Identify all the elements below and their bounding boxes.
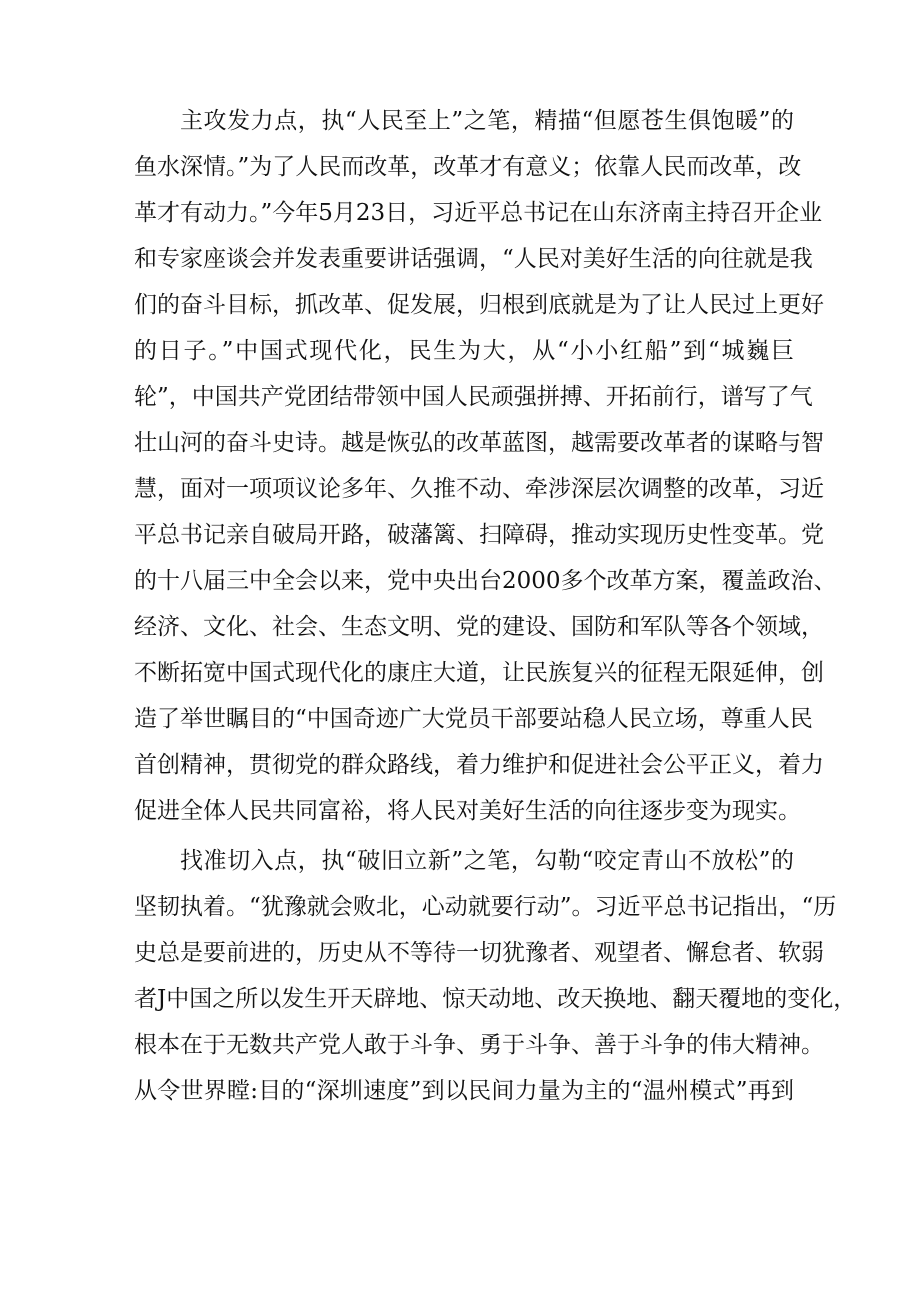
text-line: 者J中国之所以发生开天辟地、惊天动地、改天换地、翻天覆地的变化， bbox=[134, 986, 857, 1012]
text-line: 的十八届三中全会以来，党中央出台2000多个改革方案，覆盖政治、 bbox=[134, 568, 837, 594]
text-line: 平总书记亲自破局开路，破藩篱、扫障碍，推动实现历史性变革。党 bbox=[134, 522, 824, 548]
text-line: 主攻发力点，执“人民至上”之笔，精描“但愿苍生俱饱暖”的 bbox=[180, 108, 794, 134]
text-line: 首创精神，贯彻党的群众路线，着力维护和促进社会公平正义，着力 bbox=[134, 752, 824, 778]
text-line: 壮山河的奋斗史诗。越是恢弘的改革蓝图，越需要改革者的谋略与智 bbox=[134, 430, 824, 456]
text-line: 和专家座谈会并发表重要讲话强调，“人民对美好生活的向往就是我 bbox=[134, 246, 813, 272]
text-line: 的日子。”中国式现代化，民生为大，从“小小红船”到“城巍巨 bbox=[134, 338, 794, 364]
text-line: 鱼水深情。”为了人民而改革，改革才有意义；依靠人民而改革，改 bbox=[134, 154, 802, 180]
text-line: 从令世界瞠:目的“深圳速度”到以民间力量为主的“温州模式”再到 bbox=[134, 1078, 794, 1104]
text-line: 不断拓宽中国式现代化的康庄大道，让民族复兴的征程无限延伸，创 bbox=[134, 660, 824, 686]
text-line: 革才有动力。”今年5月23日，习近平总书记在山东济南主持召开企业 bbox=[134, 200, 823, 226]
text-line: 找准切入点，执“破旧立新”之笔，勾勒“咬定青山不放松”的 bbox=[180, 848, 794, 874]
text-line: 们的奋斗目标，抓改革、促发展，归根到底就是为了让人民过上更好 bbox=[134, 292, 824, 318]
text-line: 史总是要前进的，历史从不等待一切犹豫者、观望者、懈怠者、软弱 bbox=[134, 940, 824, 966]
paragraph-2 bbox=[134, 838, 857, 1114]
text-line: 促进全体人民共同富裕，将人民对美好生活的向往逐步变为现实。 bbox=[134, 798, 801, 824]
text-line: 经济、文化、社会、生态文明、党的建设、国防和军队等各个领域， bbox=[134, 614, 824, 640]
text-line: 坚韧执着。“犹豫就会败北，心动就要行动”。习近平总书记指出，“历 bbox=[134, 894, 837, 920]
text-line: 造了举世瞩目的“中国奇迹广大党员干部要站稳人民立场，尊重人民 bbox=[134, 706, 813, 732]
text-line: 根本在于无数共产党人敢于斗争、勇于斗争、善于斗争的伟大精神。 bbox=[134, 1032, 824, 1058]
document-page bbox=[134, 98, 857, 1118]
text-line: 慧，面对一项项议论多年、久推不动、牵涉深层次调整的改革，习近 bbox=[134, 476, 824, 502]
text-line: 轮”，中国共产党团结带领中国人民顽强拼搏、开拓前行，谱写了气 bbox=[134, 384, 813, 410]
paragraph-1 bbox=[134, 98, 837, 834]
